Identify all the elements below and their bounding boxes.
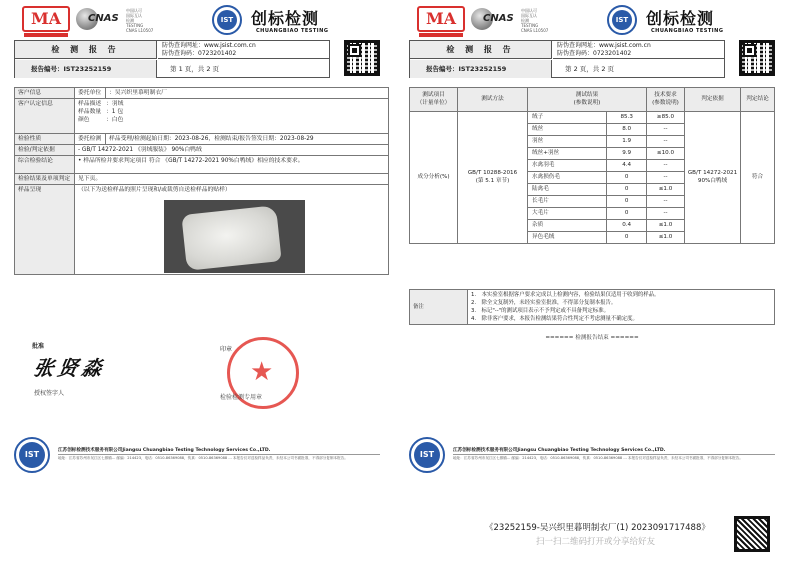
client-unit-label: 委托单位 (75, 88, 106, 99)
footer-ist-logo-icon: IST (14, 437, 50, 473)
test-requirement: ≤10.0 (647, 148, 685, 160)
test-requirement: ≤1.0 (647, 184, 685, 196)
client-confirm-label: 客户认定信息 (15, 99, 75, 134)
qr-code-icon[interactable] (344, 40, 380, 76)
sample-photo-note: （以下为送检样品的照片呈现和/或裁剪自送检样品的贴样） (78, 187, 231, 193)
test-item: 水禽羽毛 (528, 160, 607, 172)
conclusion-value: • 样品所检并要求判定项目 符合 《GB/T 14272-2021 90%白鸭绒》相应的技术要求。 (75, 156, 389, 174)
test-item: 羽丝 (528, 136, 607, 148)
brand-name: 创标检测 (646, 9, 715, 28)
test-result: 0 (607, 208, 647, 220)
official-stamp-icon: ★ (227, 337, 299, 409)
test-result: 9.9 (607, 148, 647, 160)
test-requirement: -- (647, 160, 685, 172)
col-header-item: 测试项目 （计量单位） (410, 88, 458, 112)
test-item: 绒丝 (528, 124, 607, 136)
col-header-method: 测试方法 (458, 88, 528, 112)
results-label: 检验结果及单项判定 (15, 174, 75, 185)
test-requirement: -- (647, 196, 685, 208)
sample-photo (164, 200, 305, 273)
page-indicator: 第 1 页，共 2 页 (170, 65, 220, 73)
test-result: 0 (607, 196, 647, 208)
footer-company: 江苏创标检测技术服务有限公司Jiangsu Chuangbiao Testing Technology Services Co.,LTD. (58, 448, 271, 453)
anti-fake-info: 防伪查询网址：www.jsist.com.cn 防伪查询码：0723201402 (553, 41, 724, 59)
remark-item: 3. 标记"--"的测试项目表示不予判定或不具备判定标准。 (471, 308, 609, 314)
col-header-result: 测试结果 (参数说明) (528, 88, 647, 112)
test-requirement: ≤1.0 (647, 220, 685, 232)
brand-name: 创标检测 (251, 9, 320, 28)
basis-value: - GB/T 14272-2021 《羽绒服装》 90%白鸭绒 (75, 145, 389, 156)
footer-company: 江苏创标检测技术服务有限公司Jiangsu Chuangbiao Testing Technology Services Co.,LTD. (453, 448, 666, 453)
footer-ist-logo-icon: IST (409, 437, 445, 473)
brand-name-en: CHUANGBIAO TESTING (651, 28, 724, 34)
report-info-table (14, 87, 389, 275)
verdict: 符合 (741, 112, 775, 244)
ist-logo-icon: IST (212, 5, 242, 35)
footer-divider (453, 454, 775, 455)
basis-label: 检验/判定依据 (15, 145, 75, 156)
test-result: 8.0 (607, 124, 647, 136)
footer-divider (58, 454, 380, 455)
report-header (0, 4, 395, 40)
remarks-label: 备注 (410, 290, 468, 325)
approve-label: 批准 (32, 343, 45, 350)
test-requirement: ≤1.0 (647, 232, 685, 244)
cma-logo-icon: MA (417, 6, 465, 32)
test-requirement: -- (647, 124, 685, 136)
test-requirement: -- (647, 208, 685, 220)
test-item: 大毛片 (528, 208, 607, 220)
test-item: 绒子 (528, 112, 607, 124)
test-type: 委托检测 (75, 134, 106, 145)
footer-address: 地址：江苏省苏州市吴江区七都镇... 邮编：214423，电话：0510-86369088，传真：0510-86369088 ... 本报告仅对送检样品负责，未经本公司书面批准，不得部分复制本报告。 (453, 456, 743, 460)
sample-photo-cell (75, 185, 389, 275)
remarks-list (468, 290, 775, 325)
test-requirement: ≥85.0 (647, 112, 685, 124)
signer-label: 授权签字人 (34, 390, 65, 397)
ist-logo-icon: IST (607, 5, 637, 35)
test-item: 长毛片 (528, 196, 607, 208)
report-title: 检 测 报 告 (15, 41, 157, 59)
test-result: 4.4 (607, 160, 647, 172)
cnas-logo-icon: CNAS (471, 8, 519, 32)
client-info-label: 客户信息 (15, 88, 75, 99)
test-result: 1.9 (607, 136, 647, 148)
remarks-table (409, 289, 775, 325)
report-header (395, 4, 790, 40)
test-results-table (409, 87, 775, 244)
client-confirm-details: 样品描述 ：羽绒 样品数量 ：1 包 颜色 ：白色 (75, 99, 389, 134)
col-header-requirement: 技术要求 (参数说明) (647, 88, 685, 112)
conclusion-label: 综合检验结论 (15, 156, 75, 174)
col-header-basis: 判定依据 (685, 88, 741, 112)
test-item: 水禽损伤毛 (528, 172, 607, 184)
sample-photo-label: 样品呈现 (15, 185, 75, 275)
test-result: 0.4 (607, 220, 647, 232)
test-result: 0 (607, 172, 647, 184)
brand-name-en: CHUANGBIAO TESTING (256, 28, 329, 34)
cnas-accreditation-text: 中国认可 国际互认 检测 TESTING CNAS L10507 (521, 8, 549, 33)
footer-address: 地址：江苏省苏州市吴江区七都镇... 邮编：214423，电话：0510-86369088，传真：0510-86369088 ... 本报告仅对送检样品负责，未经本公司书面批准，不得部分复制本报告。 (58, 456, 348, 460)
stamp-caption: 检验检测专用章 (220, 394, 263, 401)
test-info-label: 检验性质 (15, 134, 75, 145)
test-requirement: -- (647, 136, 685, 148)
qr-code-icon[interactable] (739, 40, 775, 76)
anti-fake-info: 防伪查询网址：www.jsist.com.cn 防伪查询码：0723201402 (158, 41, 329, 59)
group-label: 成分分析(%) (410, 112, 458, 244)
report-number: 报告编号：IST23252159 (15, 60, 157, 78)
report-page-2 (395, 0, 790, 569)
results-value: 见下页。 (75, 174, 389, 185)
test-requirement: -- (647, 172, 685, 184)
test-item: 绒丝+羽丝 (528, 148, 607, 160)
test-method: GB/T 10288-2016 (第 5.1 章节) (458, 112, 528, 244)
judgement-basis: GB/T 14272-2021 90%白鸭绒 (685, 112, 741, 244)
cnas-accreditation-text: 中国认可 国际互认 检测 TESTING CNAS L10507 (126, 8, 154, 33)
col-header-verdict: 判定结论 (741, 88, 775, 112)
test-result: 0 (607, 232, 647, 244)
remark-item: 4. 除非客户要求，本报告检测结果符合性判定不考虑测量不确定度。 (471, 316, 638, 322)
test-result: 85.3 (607, 112, 647, 124)
test-result: 0 (607, 184, 647, 196)
share-caption-hint: 扫一扫二维码打开或分享给好友 (536, 537, 656, 547)
test-dates: 样品受理/检测起始日期：2023-08-26，检测结束/报告签发日期：2023-08-29 (106, 134, 389, 145)
share-caption: 《23252159-吴兴织里暮明制衣厂(1) 2023091717488》 (485, 523, 710, 533)
test-item: 陆禽毛 (528, 184, 607, 196)
test-item: 杂质 (528, 220, 607, 232)
report-end-marker: ====== 检测报告结束 ====== (545, 335, 639, 341)
cnas-logo-icon: CNAS (76, 8, 124, 32)
report-head-table (409, 40, 725, 78)
page-indicator: 第 2 页，共 2 页 (565, 65, 615, 73)
stamp-label: 印章 (220, 346, 233, 353)
report-title: 检 测 报 告 (410, 41, 552, 59)
client-unit-value: ：吴兴织里慕明制衣厂 (106, 88, 389, 99)
cma-logo-icon: MA (22, 6, 70, 32)
remark-item: 2. 除全文复制外，未经实验室批准，不得部分复制本报告。 (471, 300, 617, 306)
remark-item: 1. 本实验室根据客户要求完成以上检测内容，检验结果仅适用于收到的样品。 (471, 292, 660, 298)
signature: 张贤淼 (31, 356, 108, 380)
report-number: 报告编号：IST23252159 (410, 60, 552, 78)
report-head-table (14, 40, 330, 78)
test-item: 异色毛绒 (528, 232, 607, 244)
share-qr-code-icon[interactable] (734, 516, 770, 552)
table-row (410, 112, 775, 124)
